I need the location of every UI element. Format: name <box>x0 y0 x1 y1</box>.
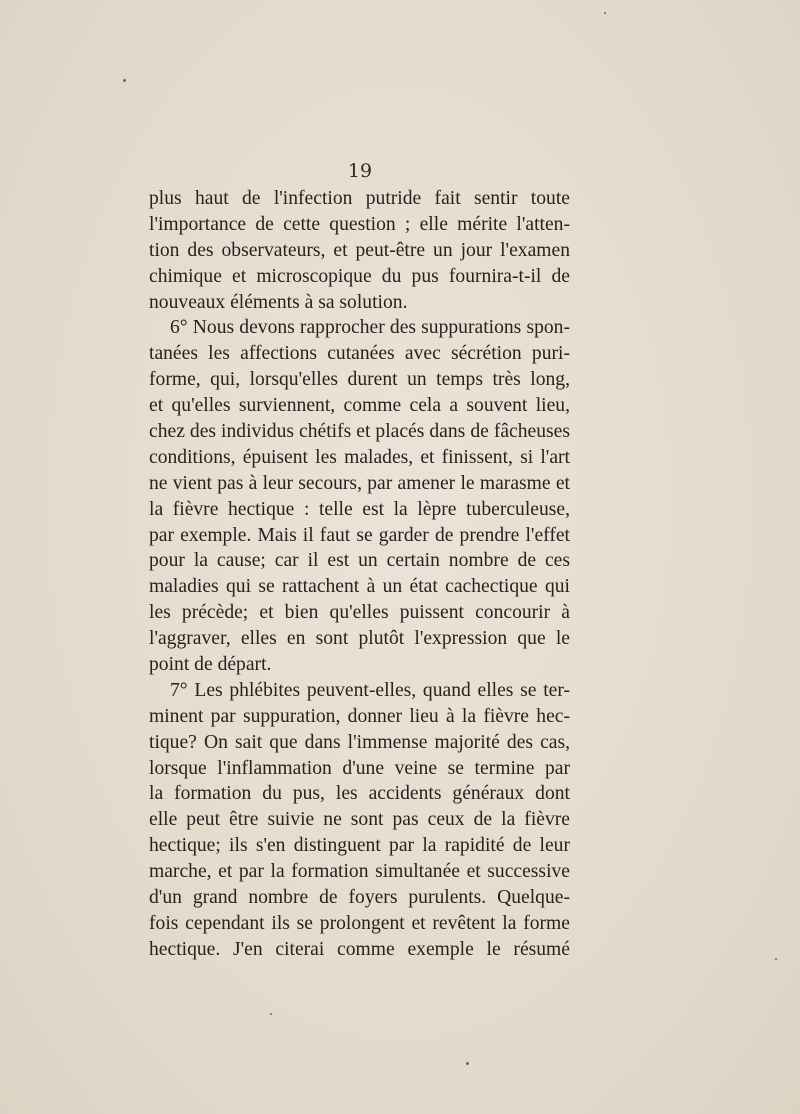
text-line: l'aggraver, elles en sont plutôt l'expression que le <box>149 628 570 650</box>
text-line: minent par suppuration, donner lieu à la fièvre hec- <box>149 705 570 727</box>
text-line: forme, qui, lorsqu'elles durent un temps très long, <box>149 369 570 391</box>
text-line: tique? On sait que dans l'immense majorité des cas, <box>149 731 570 753</box>
text-line: maladies qui se rattachent à un état cachectique qui <box>149 576 570 598</box>
text-line: plus haut de l'infection putride fait sentir toute <box>149 188 570 209</box>
text-line: tanées les affections cutanées avec sécrétion puri- <box>149 343 570 365</box>
text-line: la formation du pus, les accidents généraux dont <box>149 783 570 805</box>
text-line: hectique; ils s'en distinguent par la rapidité de leur <box>149 835 570 857</box>
paper-speck <box>466 1062 469 1065</box>
page-number: 19 <box>347 160 373 182</box>
text-line: hectique. J'en citerai comme exemple le résumé <box>149 938 570 960</box>
text-line: lorsque l'inflammation d'une veine se termine par <box>149 757 570 779</box>
text-line: chimique et microscopique du pus fournira-t-il de <box>149 265 570 287</box>
text-line: les précède; et bien qu'elles puissent concourir à <box>149 602 570 624</box>
paper-speck <box>270 1013 272 1015</box>
paper-speck <box>775 958 777 960</box>
text-line: tion des observateurs, et peut-être un jour l'examen <box>149 239 570 261</box>
text-line: d'un grand nombre de foyers purulents. Quelque- <box>149 887 570 909</box>
text-line: ne vient pas à leur secours, par amener le marasme et <box>149 472 570 494</box>
text-line: pour la cause; car il est un certain nombre de ces <box>149 550 570 572</box>
text-line: l'importance de cette question ; elle mérite l'atten- <box>149 213 570 235</box>
text-line: marche, et par la formation simultanée et successive <box>149 861 570 883</box>
text-line: point de départ. <box>149 654 272 676</box>
text-line: et qu'elles surviennent, comme cela a souvent lieu, <box>149 395 570 417</box>
text-line: conditions, épuisent les malades, et finissent, si l'art <box>149 446 570 468</box>
text-line: chez des individus chétifs et placés dans de fâcheuses <box>149 421 570 443</box>
text-line: elle peut être suivie ne sont pas ceux de la fièvre <box>149 809 570 831</box>
body-text <box>149 186 570 963</box>
text-line: par exemple. Mais il faut se garder de prendre l'effet <box>149 524 570 546</box>
text-line: 6° Nous devons rapprocher des suppurations spon- <box>170 317 570 339</box>
paper-speck <box>604 12 606 14</box>
text-line: la fièvre hectique : telle est la lèpre tuberculeuse, <box>149 498 570 520</box>
text-line: fois cependant ils se prolongent et revêtent la forme <box>149 912 570 934</box>
text-line: nouveaux éléments à sa solution. <box>149 291 408 313</box>
text-line: 7° Les phlébites peuvent-elles, quand elles se ter- <box>170 679 570 701</box>
paper-speck <box>123 79 126 82</box>
